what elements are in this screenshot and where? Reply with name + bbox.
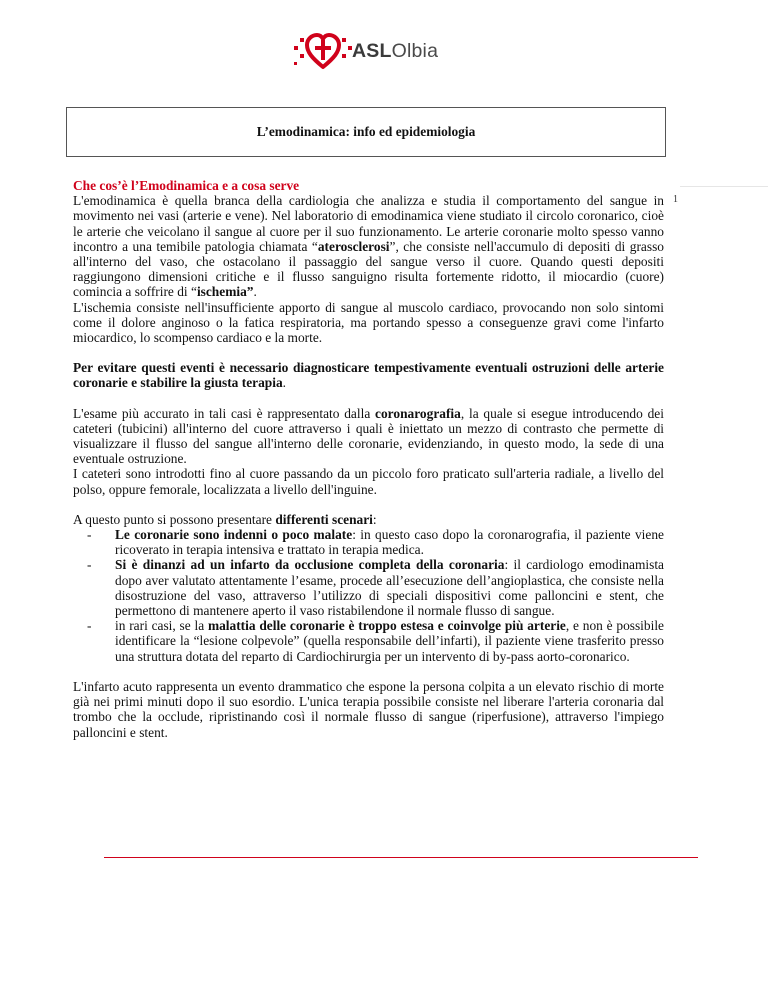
logo-wordmark: ASLOlbia [352,40,439,62]
paragraph-scenari: A questo punto si possono presentare differenti scenari: [73,511,377,527]
list-item: - Si è dinanzi ad un infarto da occlusione completa della coronaria: il cardiologo emodinamista dopo aver valutato attentamente l’esame, procede all’esecuzione dell’angioplastica, che consiste nella disostruzione del vaso, attraverso l’utilizzo di speciali dispositivi come palloncini e stent, che permettono di mantenere aperto il vaso ristabilendone il normale flusso di sangue. [87,557,665,619]
list-item: - in rari casi, se la malattia delle coronarie è troppo estesa e coinvolge più arterie, e non è possibile identificare la “lesione colpevole” (quella responsabile dell’infarti), il paziente viene trasferito presso una struttura dotata del reparto di Cardiochirurgia per un intervento di by-pass aorto-coronarico. [87,618,664,664]
paragraph-coronarografia: L'esame più accurato in tali casi è rappresentato dalla coronarografia, la quale si esegue introducendo dei cateteri (tubicini) all'interno del cuore attraverso i quali è iniettato un mezzo di contrasto che permette di visualizzare il flusso del sangue all'interno delle coronarie, evidenziando, in questo modo, la sede di una eventuale ostruzione. [73,405,664,467]
document-title-box [66,107,666,157]
document-title: L’emodinamica: info ed epidemiologia [256,124,476,140]
paragraph-diagnosi: Per evitare questi eventi è necessario diagnosticare tempestivamente eventuali ostruzioni delle arterie coronarie e stabilire la giusta terapia. [73,360,664,391]
paragraph-emodinamica: L'emodinamica è quella branca della cardiologia che analizza e studia il comportamento del sangue in movimento nei vasi (arterie e vene). Nel laboratorio di emodinamica viene studiato il circolo coronarico, cioè le arterie che veicolano il sangue al cuore per il suo funzionamento. Le arterie coronarie molto spesso vanno incontro a una temibile patologia chiamata “aterosclerosi”, che consiste nell'accumulo di depositi di grasso all'interno del vaso, che ostacolano il passaggio del sangue verso il cuore. Quando questi depositi raggiungono dimensioni critiche e il flusso sanguigno risulta fortemente ridotto, il miocardio (cuore) comincia a soffrire di “ischemia”. [73,193,664,300]
section-heading: Che cos’è l’Emodinamica e a cosa serve [73,178,300,193]
paragraph-infarto: L'infarto acuto rappresenta un evento drammatico che espone la persona colpita a un elevato rischio di morte già nei primi minuti dopo il suo esordio. L'unica terapia possibile consiste nel liberare l'arteria coronaria dal trombo che la occlude, ripristinando così il normale flusso di sangue (riperfusione), attraverso l'impiego palloncini e stent. [73,678,664,740]
list-item: - Le coronarie sono indenni o poco malate: in questo caso dopo la coronarografia, il paziente viene ricoverato in terapia intensiva e trattato in terapia medica. [87,527,664,558]
footer-divider [104,857,698,858]
paragraph-cateteri: I cateteri sono introdotti fino al cuore passando da un piccolo foro praticato sull'arteria radiale, a livello del polso, oppure femorale, localizzata a livello dell'inguine. [73,466,664,497]
scenario-list [73,527,664,664]
margin-note-marker: 1 [673,194,678,205]
paragraph-ischemia: L'ischemia consiste nell'insufficiente apporto di sangue al muscolo cardiaco, provocando non solo sintomi come il dolore anginoso o la fatica respiratoria, ma portando spesso a conseguenze gravi come l'infarto miocardico, lo scompenso cardiaco e la morte. [73,299,664,346]
margin-rule [680,186,768,187]
document-body [73,178,664,740]
